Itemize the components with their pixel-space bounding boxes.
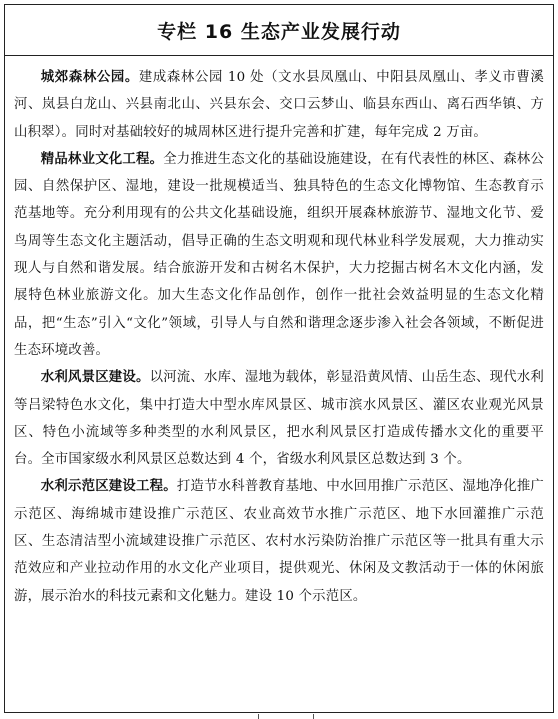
feature-box: [4, 4, 554, 713]
page-edge-mark: [313, 714, 314, 719]
section-body: 建成森林公园 10 处（文水县凤凰山、中阳县凤凰山、孝义市曹溪河、岚县白龙山、兴县南北山、兴县东会、交口云梦山、临县东西山、离石西华镇、方山积翠）。同时对基础较好的城周林区进行提升完善和扩建，每年完成 2 万亩。: [14, 70, 544, 140]
section-body: 打造节水科普教育基地、中水回用推广示范区、湿地净化推广示范区、海绵城市建设推广示范区、农业高效节水推广示范区、地下水回灌推广示范区、生态清洁型小流域建设推广示范区、农村水污染防治推广示范区等一批具有重大示范效应和产业拉动作用的水文化产业项目，提供观光、休闲及文教活动于一体的休闲旅游，展示治水的科技元素和文化魅力。建设 10 个示范区。: [14, 479, 545, 604]
section-paragraph: [14, 64, 544, 146]
section-heading: 精品林业文化工程。: [40, 151, 164, 167]
title-row: [5, 5, 553, 56]
section-body: 以河流、水库、湿地为载体，彰显沿黄风情、山岳生态、现代水利等吕梁特色水文化，集中打造大中型水库风景区、城市滨水风景区、灌区农业观光风景区、特色小流域等多种类型的水利风景区，把水利风景区打造成传播水文化的重要平台。全市国家级水利风景区总数达到 4 个，省级水利风景区总数达到 3 个。: [14, 370, 544, 468]
box-title: 专栏 16 生态产业发展行动: [157, 20, 401, 43]
page-edge-mark: [258, 714, 259, 719]
section-paragraph: [14, 146, 544, 364]
section-heading: 城郊森林公园。: [40, 70, 139, 85]
section-paragraph: [14, 364, 544, 473]
section-body: 全力推进生态文化的基础设施建设，在有代表性的林区、森林公园、自然保护区、湿地，建设一批规模适当、独具特色的生态文化博物馆、生态教育示范基地等。充分利用现有的公共文化基础设施，组织开展森林旅游节、湿地文化节、爱鸟周等生态文化主题活动，倡导正确的生态文明观和现代林业科学发展观，大力推动实现人与自然和谐发展。结合旅游开发和古树名木保护，大力挖掘古树名木文化内涵，发展特色林业旅游文化。加大生态文化作品创作，创作一批社会效益明显的生态文化精品，把“生态”引入“文化”领域，引导人与自然和谐理念逐步渗入社会各领域，不断促进生态环境改善。: [14, 151, 544, 358]
section-heading: 水利风景区建设。: [40, 370, 150, 386]
box-content: [5, 56, 553, 610]
section-heading: 水利示范区建设工程。: [40, 479, 177, 495]
section-paragraph: [14, 473, 544, 609]
